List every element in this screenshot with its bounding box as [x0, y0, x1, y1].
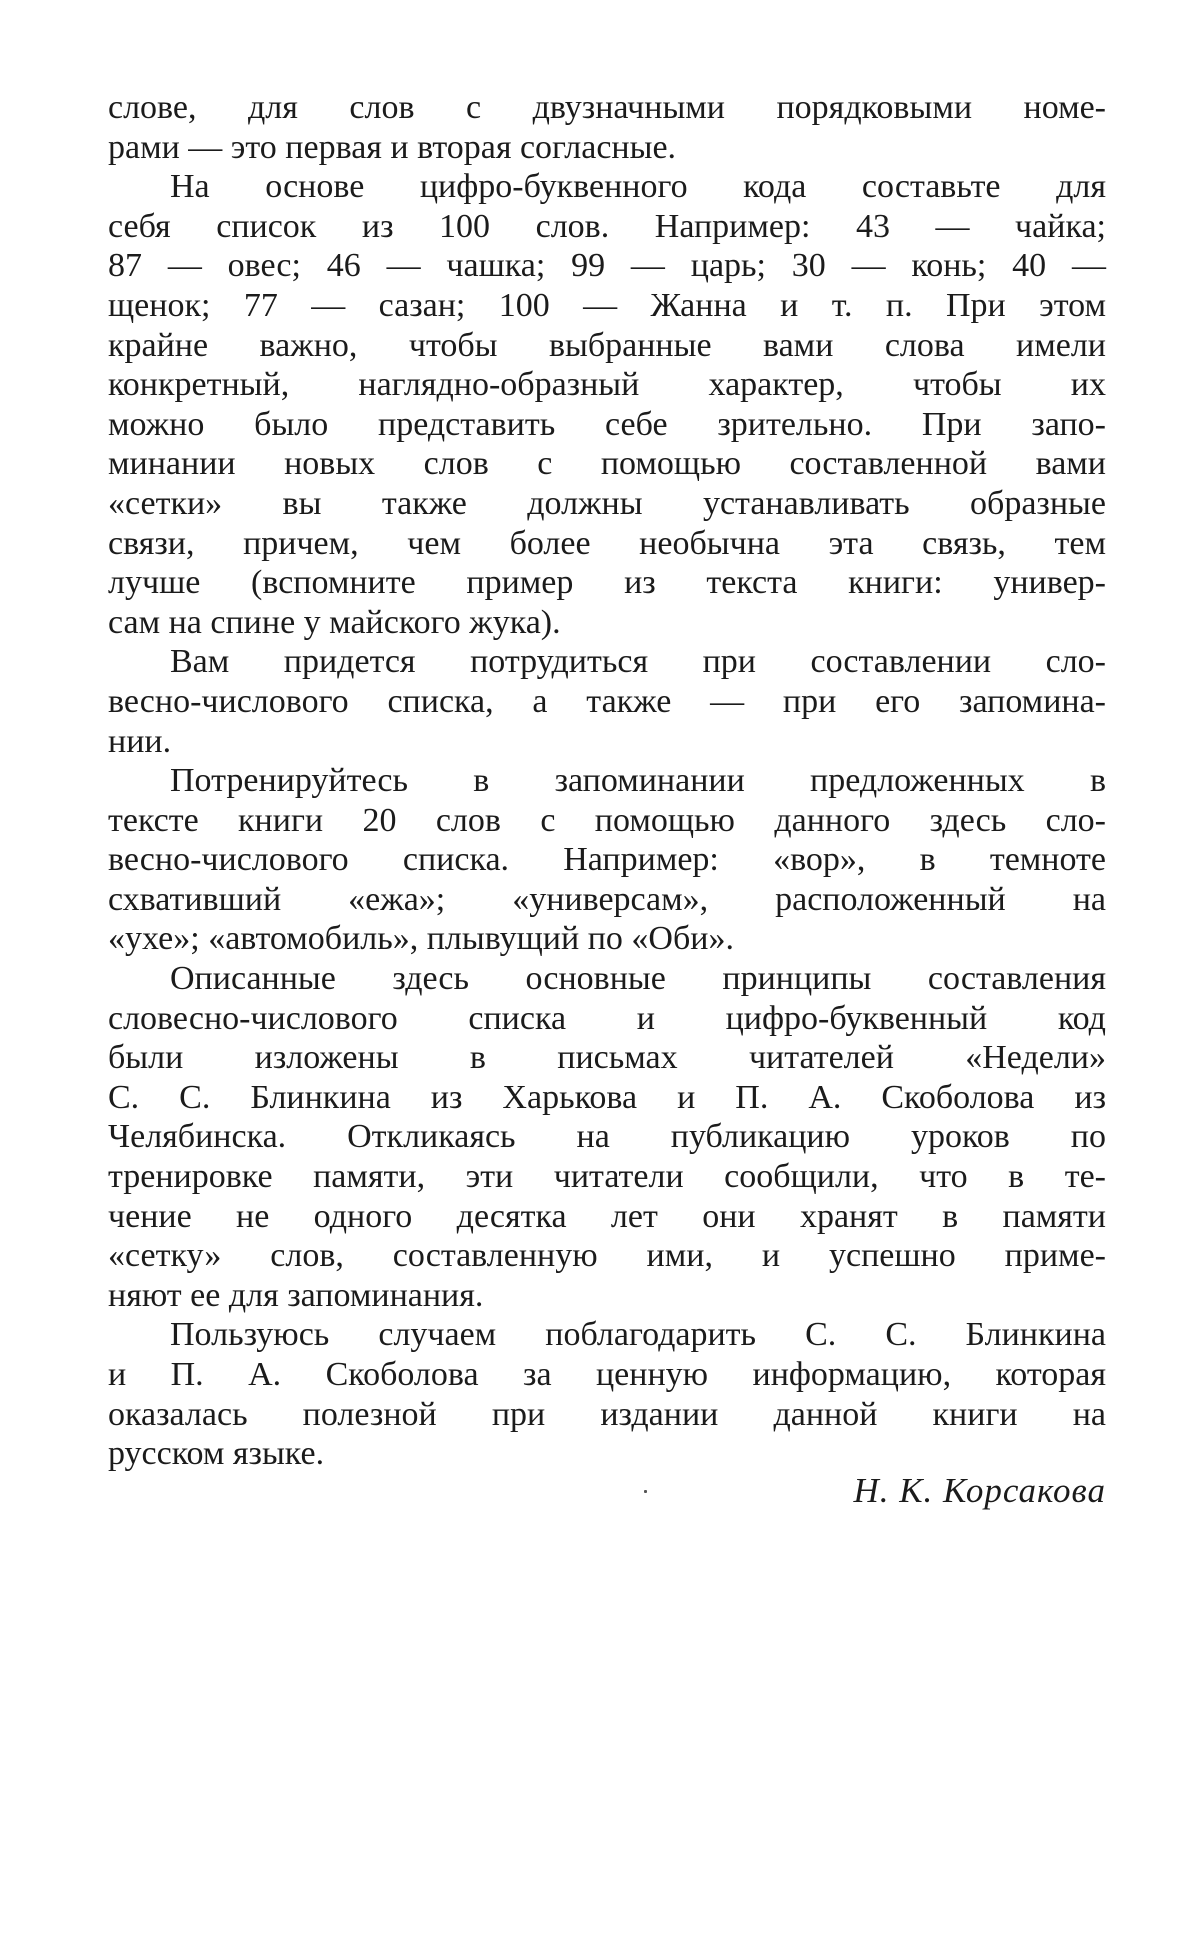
text-line: минании новых слов с помощью составленной вами [108, 445, 1106, 483]
text-line: весно-числового списка, а также — при его запомина- [108, 682, 1106, 720]
text-line: няют ее для запоминания. [108, 1276, 484, 1314]
text-line: весно-числового списка. Например: «вор», в темноте [108, 841, 1106, 879]
text-line: словесно-числового списка и цифро-буквенный код [108, 999, 1106, 1037]
paragraph [108, 167, 1106, 642]
text-line: конкретный, наглядно-образный характер, чтобы их [108, 366, 1106, 404]
text-line: «ухе»; «автомобиль», плывущий по «Оби». [108, 920, 734, 958]
text-line: Вам придется потрудиться при составлении сло- [170, 643, 1106, 681]
paragraph [108, 88, 1106, 167]
paragraph [108, 1315, 1106, 1473]
text-line: и П. А. Скоболова за ценную информацию, которая [108, 1356, 1106, 1393]
text-line: 87 — овес; 46 — чашка; 99 — царь; 30 — конь; 40 — [108, 247, 1106, 285]
text-line: схвативший «ежа»; «универсам», расположенный на [108, 880, 1106, 918]
text-line: Описанные здесь основные принципы составления [170, 960, 1106, 998]
text-line: Потренируйтесь в запоминании предложенных в [170, 762, 1106, 800]
text-line: русском языке. [108, 1435, 325, 1473]
text-line: «сетку» слов, составленную ими, и успешно приме- [108, 1237, 1106, 1275]
text-line: рами — это первая и вторая согласные. [108, 128, 677, 166]
paragraph [108, 959, 1106, 1315]
text-line: были изложены в письмах читателей «Недели» [108, 1039, 1106, 1077]
text-line: крайне важно, чтобы выбранные вами слова имели [108, 326, 1106, 364]
text-line: тренировке памяти, эти читатели сообщили, что в те- [108, 1158, 1106, 1196]
document-body [108, 88, 1106, 1474]
text-line: себя список из 100 слов. Например: 43 — чайка; [108, 207, 1106, 245]
text-line: можно было представить себе зрительно. При запо- [108, 405, 1106, 443]
text-line: щенок; 77 — сазан; 100 — Жанна и т. п. При этом [108, 286, 1106, 324]
text-line: На основе цифро-буквенного кода составьте для [170, 168, 1106, 206]
text-line: «сетки» вы также должны устанавливать образные [108, 484, 1106, 522]
paragraph [108, 761, 1106, 959]
text-line: связи, причем, чем более необычна эта связь, тем [108, 524, 1106, 562]
text-line: чение не одного десятка лет они хранят в памяти [108, 1197, 1106, 1235]
text-line: сам на спине у майского жука). [108, 603, 561, 641]
text-line: лучше (вспомните пример из текста книги: универ- [108, 564, 1106, 602]
paragraph [108, 642, 1106, 761]
text-line: Челябинска. Откликаясь на публикацию уроков по [108, 1118, 1106, 1156]
text-line: оказалась полезной при издании данной книги на [108, 1395, 1106, 1433]
text-line: слове, для слов с двузначными порядковыми номе- [108, 89, 1106, 126]
text-line: Пользуюсь случаем поблагодарить С. С. Блинкина [170, 1316, 1106, 1354]
text-line: нии. [108, 722, 172, 760]
text-line: С. С. Блинкина из Харькова и П. А. Скоболова из [108, 1078, 1106, 1116]
author-signature: Н. К. Корсакова [853, 1471, 1106, 1510]
text-line: тексте книги 20 слов с помощью данного здесь сло- [108, 801, 1106, 839]
